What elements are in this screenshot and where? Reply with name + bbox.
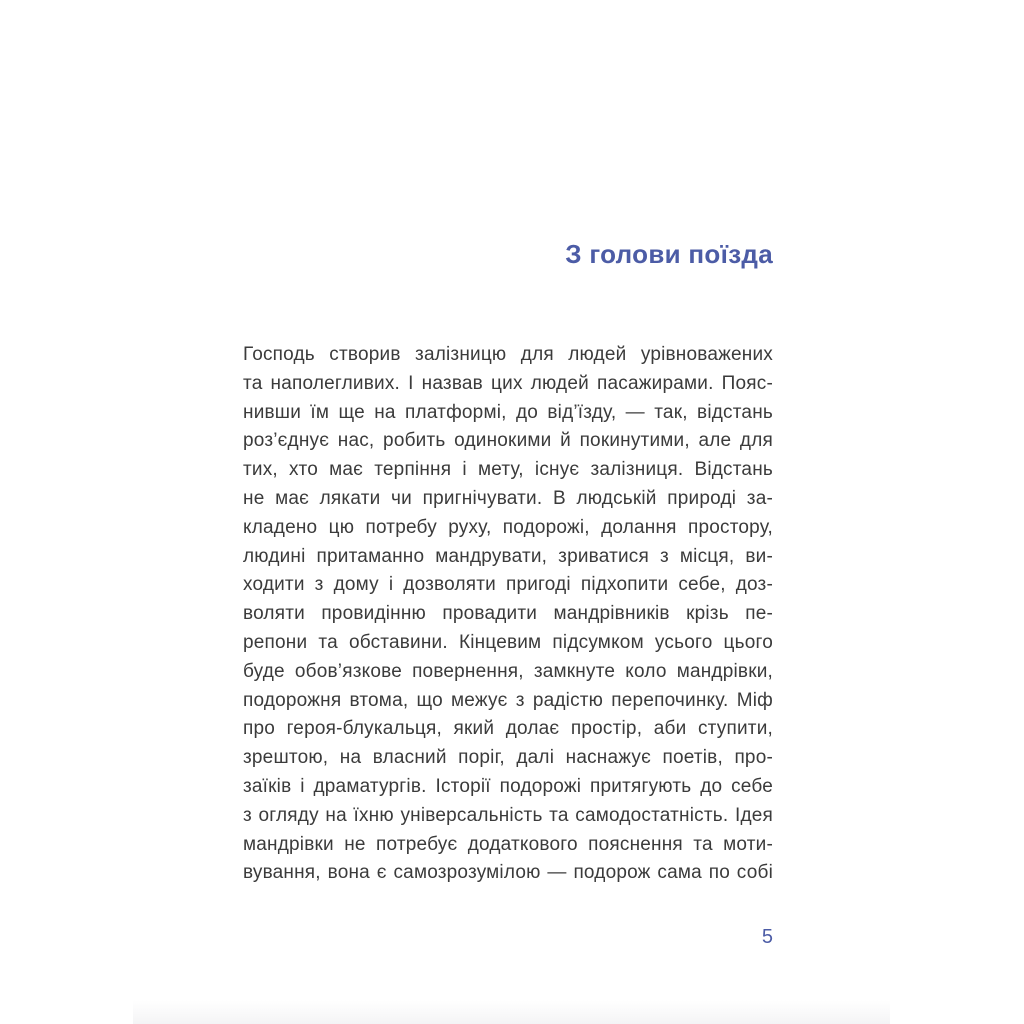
body-line: роз’єднує нас, робить одинокими й покинутими, але для	[243, 430, 773, 452]
body-line: людині притаманно мандрувати, зриватися з місця, ви-	[243, 545, 773, 567]
body-line: кладено цю потребу руху, подорожі, долання простору,	[243, 516, 773, 538]
body-line: мандрівки не потребує додаткового пояснення та моти-	[243, 833, 773, 855]
body-line: про героя-блукальця, який долає простір, аби ступити,	[243, 718, 773, 740]
body-line: репони та обставини. Кінцевим підсумком усього цього	[243, 631, 773, 653]
body-line: буде обов’язкове повернення, замкнуте коло мандрівки,	[243, 660, 773, 682]
body-line: подорожня втома, що межує з радістю перепочинку. Міф	[243, 689, 773, 711]
page-number: 5	[761, 926, 773, 948]
body-line: не має лякати чи пригнічувати. В людській природі за-	[243, 487, 773, 509]
body-line: ходити з дому і дозволяти пригоді підхопити себе, доз-	[243, 574, 773, 596]
page-edge-shadow	[133, 1000, 890, 1024]
body-line: з огляду на їхню універсальність та самодостатність. Ідея	[243, 804, 773, 826]
body-line: нивши їм ще на платформі, до від’їзду, — так, відстань	[243, 401, 773, 423]
body-line: зрештою, на власний поріг, далі наснажує поетів, про-	[243, 747, 773, 769]
body-line: та наполегливих. І назвав цих людей пасажирами. Пояс-	[243, 372, 773, 394]
body-line: Господь створив залізницю для людей урівноважених	[243, 344, 773, 365]
body-line: вування, вона є самозрозумілою — подорож сама по собі	[243, 862, 773, 884]
body-text	[243, 341, 773, 888]
body-line: заїків і драматургів. Історії подорожі притягують до себе	[243, 775, 773, 797]
body-line: воляти провидінню провадити мандрівників крізь пе-	[243, 603, 773, 625]
chapter-title: З голови поїзда	[565, 239, 773, 270]
body-line: тих, хто має терпіння і мету, існує залізниця. Відстань	[243, 459, 773, 481]
